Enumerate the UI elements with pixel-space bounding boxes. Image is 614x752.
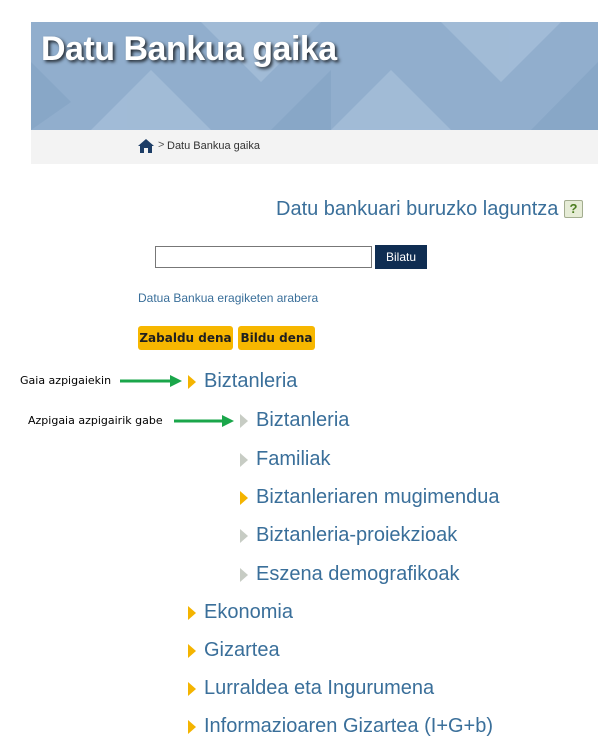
collapse-all-button[interactable]: Bildu dena [238,326,315,350]
tree-item-label[interactable]: Eszena demografikoak [256,563,460,585]
operations-link[interactable]: Datua Bankua eragiketen arabera [138,291,319,305]
breadcrumb [31,130,598,164]
tree-item-label[interactable]: Biztanleria [204,370,298,392]
expand-triangle-icon[interactable] [240,491,248,505]
expand-triangle-icon[interactable] [188,644,196,658]
annotation-with-subtopics: Gaia azpigaiekin [20,374,112,387]
search-button[interactable]: Bilatu [375,245,427,269]
annotation-without-subtopics: Azpigaia azpigairik gabe [28,414,163,427]
tree-item-label[interactable]: Biztanleriaren mugimendua [256,486,500,508]
help-link[interactable]: Datu bankuari buruzko laguntza [276,198,559,220]
tree-item-label[interactable]: Gizartea [204,639,280,661]
tree-item-label[interactable]: Ekonomia [204,601,293,623]
tree-item-label[interactable]: Familiak [256,448,331,470]
leaf-triangle-icon [240,453,248,467]
search-input[interactable] [155,246,372,268]
arrow-right-icon [174,415,234,427]
help-icon[interactable]: ? [564,200,583,218]
tree-item-label[interactable]: Biztanleria-proiekzioak [256,524,458,546]
expand-all-button[interactable]: Zabaldu dena [138,326,233,350]
breadcrumb-current: Datu Bankua gaika [167,140,260,152]
leaf-triangle-icon [240,529,248,543]
expand-triangle-icon[interactable] [188,720,196,734]
tree-item-label[interactable]: Informazioaren Gizartea (I+G+b) [204,715,494,737]
page-title: Datu Bankua gaika [41,30,337,68]
tree-item-label[interactable]: Lurraldea eta Ingurumena [204,677,435,699]
arrow-right-icon [120,375,182,387]
header-banner [31,22,598,130]
expand-triangle-icon[interactable] [188,375,196,389]
expand-triangle-icon[interactable] [188,606,196,620]
expand-triangle-icon[interactable] [188,682,196,696]
tree-item-label[interactable]: Biztanleria [256,409,350,431]
breadcrumb-separator: > [158,139,165,151]
leaf-triangle-icon [240,568,248,582]
leaf-triangle-icon [240,414,248,428]
home-icon[interactable] [138,139,154,153]
